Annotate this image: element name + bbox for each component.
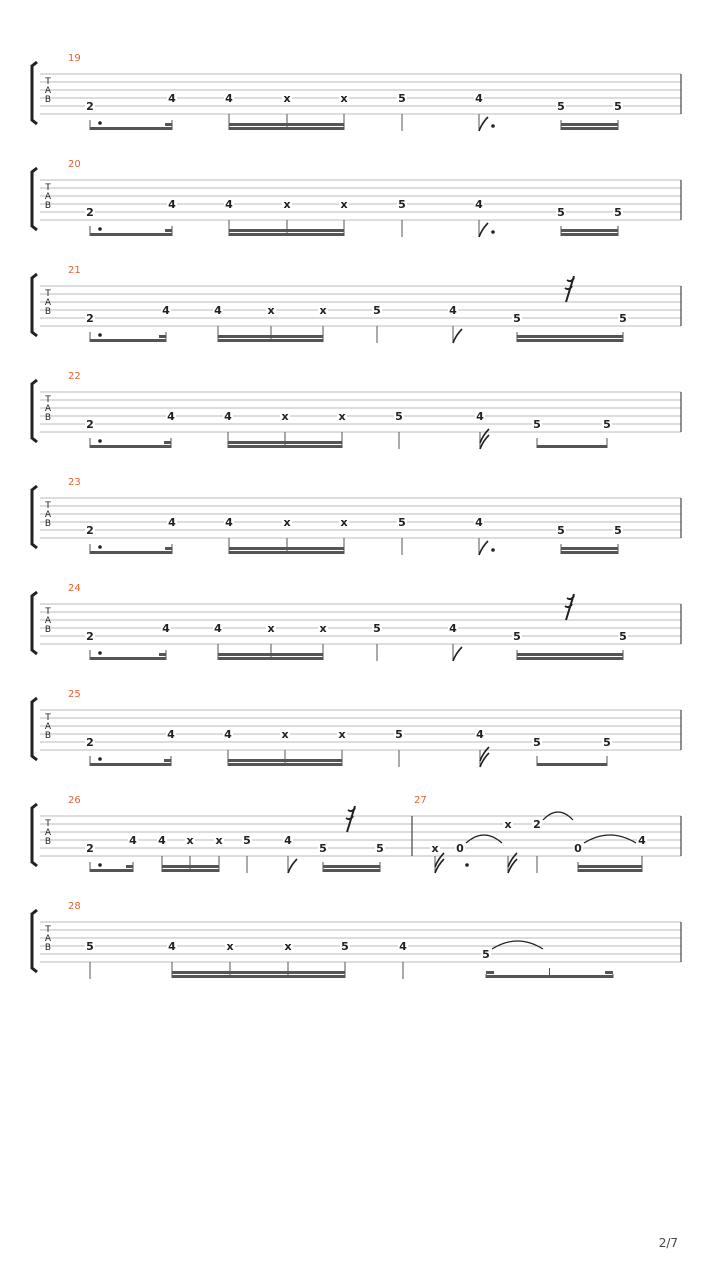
tab-system (32, 901, 681, 979)
beam-hook (486, 971, 494, 974)
fret-number: 5 (243, 834, 251, 847)
tab-system (32, 795, 681, 873)
rhythm-dot (98, 545, 102, 549)
rhythm-dot (98, 757, 102, 761)
tab-clef-letter: T (45, 183, 51, 193)
tab-system (32, 477, 681, 555)
fret-number: 4 (162, 622, 170, 635)
tab-clef-letter: A (44, 510, 52, 520)
beam-hook (126, 865, 133, 868)
fret-number: 4 (638, 834, 646, 847)
tab-clef-letter: T (45, 819, 51, 829)
fret-number: x (284, 940, 292, 953)
beam (561, 547, 618, 550)
tab-clef-letter: T (45, 607, 51, 617)
beam (561, 229, 618, 232)
beam-hook (165, 123, 172, 126)
fret-number: 5 (557, 206, 565, 219)
fret-number: x (267, 622, 275, 635)
measure-number: 22 (68, 371, 81, 382)
beam (162, 869, 219, 872)
tab-clef-letter: B (44, 201, 52, 211)
tab-clef-letter: T (45, 925, 51, 935)
tab-clef-letter: B (44, 413, 52, 423)
fret-number: 4 (475, 516, 483, 529)
fret-number: 5 (86, 940, 94, 953)
fret-number: x (215, 834, 223, 847)
note-flag (435, 859, 444, 873)
fret-number: 5 (373, 304, 381, 317)
rhythm-dot (98, 439, 102, 443)
fret-number: x (281, 410, 289, 423)
beam (90, 233, 172, 236)
note-flag (479, 223, 488, 237)
tab-clef-letter: A (44, 298, 52, 308)
rhythm-dot (98, 121, 102, 125)
fret-number: 4 (167, 728, 175, 741)
beam (218, 657, 323, 660)
fret-number: 5 (533, 418, 541, 431)
system-bracket (32, 592, 37, 654)
fret-number: 5 (557, 100, 565, 113)
tab-system (32, 159, 681, 237)
beam (90, 869, 133, 872)
system-bracket (32, 486, 37, 548)
tab-system (32, 265, 681, 343)
fret-number: 5 (398, 92, 406, 105)
measure-number: 20 (68, 159, 81, 170)
beam (172, 975, 345, 978)
fret-number: x (338, 410, 346, 423)
beam (229, 127, 344, 130)
fret-number: 4 (168, 516, 176, 529)
beam (561, 233, 618, 236)
note-flag (480, 753, 489, 767)
note-flag (508, 859, 517, 873)
fret-number: 5 (619, 630, 627, 643)
measure-number: 19 (68, 53, 81, 64)
fret-number: x (431, 842, 439, 855)
tab-clef-letter: B (44, 943, 52, 953)
rhythm-dot (98, 863, 102, 867)
fret-number: 5 (614, 206, 622, 219)
fret-number: 5 (513, 312, 521, 325)
fret-number: x (340, 92, 348, 105)
fret-number: 2 (86, 842, 94, 855)
tab-clef-letter: A (44, 404, 52, 414)
tab-clef-letter: A (44, 616, 52, 626)
fret-number: x (340, 198, 348, 211)
beam-hook (164, 441, 171, 444)
beam (90, 551, 172, 554)
measure-number: 28 (68, 901, 81, 912)
fret-number: 5 (341, 940, 349, 953)
system-bracket (32, 804, 37, 866)
system-bracket (32, 910, 37, 972)
tab-clef-letter: T (45, 713, 51, 723)
note-flag (453, 329, 462, 343)
note-flag (288, 859, 297, 873)
measure-number: 26 (68, 795, 81, 806)
tab-clef-letter: A (44, 934, 52, 944)
fret-number: 5 (619, 312, 627, 325)
sixteenth-rest (565, 594, 574, 620)
tab-clef-letter: A (44, 86, 52, 96)
fret-number: 5 (533, 736, 541, 749)
fret-number: 5 (482, 948, 490, 961)
fret-number: x (319, 304, 327, 317)
measure-number: 21 (68, 265, 81, 276)
fret-number: x (186, 834, 194, 847)
beam-hook (605, 971, 613, 974)
fret-number: 5 (603, 418, 611, 431)
fret-number: 4 (399, 940, 407, 953)
beam-hook (164, 759, 171, 762)
rhythm-dot (491, 230, 495, 234)
fret-number: x (504, 818, 512, 831)
system-bracket (32, 62, 37, 124)
tab-system (32, 53, 681, 131)
fret-number: 4 (476, 410, 484, 423)
beam-hook (159, 335, 166, 338)
fret-number: 5 (557, 524, 565, 537)
fret-number: 4 (449, 304, 457, 317)
fret-number: 4 (214, 622, 222, 635)
rhythm-dot (98, 227, 102, 231)
fret-number: 2 (86, 630, 94, 643)
fret-number: x (283, 92, 291, 105)
note-flag (480, 435, 489, 449)
beam (90, 763, 171, 766)
rhythm-dot (491, 124, 495, 128)
beam (90, 445, 171, 448)
tie (584, 835, 636, 843)
tab-system (32, 371, 681, 449)
fret-number: 5 (614, 100, 622, 113)
tab-clef-letter: B (44, 731, 52, 741)
fret-number: x (319, 622, 327, 635)
beam-hook (165, 229, 172, 232)
beam (578, 869, 642, 872)
fret-number: 5 (513, 630, 521, 643)
fret-number: 4 (225, 198, 233, 211)
beam-hook (165, 547, 172, 550)
beam (228, 441, 342, 444)
tab-clef-letter: T (45, 395, 51, 405)
tab-clef-letter: B (44, 837, 52, 847)
system-bracket (32, 168, 37, 230)
fret-number: 4 (168, 92, 176, 105)
beam (218, 335, 323, 338)
measure-number: 24 (68, 583, 81, 594)
beam (90, 339, 166, 342)
fret-number: 4 (214, 304, 222, 317)
beam (323, 869, 380, 872)
fret-number: 0 (574, 842, 582, 855)
beam (578, 865, 642, 868)
tab-clef-letter: B (44, 307, 52, 317)
beam (517, 335, 623, 338)
fret-number: 4 (225, 92, 233, 105)
tab-clef-letter: A (44, 192, 52, 202)
fret-number: 4 (284, 834, 292, 847)
fret-number: 5 (395, 728, 403, 741)
beam (228, 445, 342, 448)
fret-number: x (281, 728, 289, 741)
tab-system (32, 689, 681, 767)
fret-number: 4 (168, 940, 176, 953)
fret-number: x (267, 304, 275, 317)
fret-number: 2 (86, 418, 94, 431)
fret-number: 4 (225, 516, 233, 529)
tab-clef-letter: T (45, 289, 51, 299)
fret-number: 4 (162, 304, 170, 317)
tab-clef-letter: T (45, 77, 51, 87)
beam-hook (159, 653, 166, 656)
tab-clef-letter: B (44, 519, 52, 529)
fret-number: 2 (86, 100, 94, 113)
fret-number: 4 (224, 410, 232, 423)
tie (492, 941, 543, 949)
beam (561, 123, 618, 126)
tab-clef-letter: B (44, 95, 52, 105)
beam (323, 865, 380, 868)
fret-number: x (338, 728, 346, 741)
measure-number: 27 (414, 795, 427, 806)
fret-number: 4 (168, 198, 176, 211)
fret-number: 5 (319, 842, 327, 855)
fret-number: 4 (129, 834, 137, 847)
system-bracket (32, 698, 37, 760)
fret-number: 2 (86, 524, 94, 537)
measure-number: 23 (68, 477, 81, 488)
fret-number: 5 (398, 516, 406, 529)
fret-number: 5 (614, 524, 622, 537)
tab-clef-letter: A (44, 722, 52, 732)
fret-number: 2 (86, 736, 94, 749)
measure-number: 25 (68, 689, 81, 700)
note-flag (479, 541, 488, 555)
fret-number: x (283, 516, 291, 529)
fret-number: 4 (158, 834, 166, 847)
fret-number: 4 (476, 728, 484, 741)
beam (517, 657, 623, 660)
rhythm-dot (465, 863, 469, 867)
rhythm-dot (491, 548, 495, 552)
beam (218, 653, 323, 656)
beam (561, 551, 618, 554)
beam (229, 551, 344, 554)
fret-number: x (283, 198, 291, 211)
beam (229, 123, 344, 126)
tab-clef-letter: T (45, 501, 51, 511)
fret-number: 2 (533, 818, 541, 831)
tab-clef-letter: B (44, 625, 52, 635)
sixteenth-rest (565, 276, 574, 302)
beam (229, 547, 344, 550)
beam (172, 971, 345, 974)
beam (228, 763, 342, 766)
rhythm-dot (98, 651, 102, 655)
note-flag (453, 647, 462, 661)
beam (229, 233, 344, 236)
beam (537, 445, 607, 448)
fret-number: 4 (449, 622, 457, 635)
system-bracket (32, 274, 37, 336)
fret-number: x (226, 940, 234, 953)
fret-number: 5 (603, 736, 611, 749)
beam (517, 339, 623, 342)
system-bracket (32, 380, 37, 442)
fret-number: 4 (167, 410, 175, 423)
beam (537, 763, 607, 766)
fret-number: 4 (475, 92, 483, 105)
fret-number: 4 (475, 198, 483, 211)
rhythm-dot (98, 333, 102, 337)
beam (561, 127, 618, 130)
beam (90, 127, 172, 130)
fret-number: x (340, 516, 348, 529)
beam (162, 865, 219, 868)
note-flag (479, 117, 488, 131)
fret-number: 4 (224, 728, 232, 741)
fret-number: 5 (398, 198, 406, 211)
fret-number: 2 (86, 206, 94, 219)
tab-system (32, 583, 681, 661)
beam (229, 229, 344, 232)
fret-number: 0 (456, 842, 464, 855)
tab-clef-letter: A (44, 828, 52, 838)
beam (517, 653, 623, 656)
beam (218, 339, 323, 342)
sixteenth-rest (346, 806, 355, 832)
fret-number: 5 (376, 842, 384, 855)
fret-number: 5 (373, 622, 381, 635)
fret-number: 5 (395, 410, 403, 423)
tie (466, 835, 502, 843)
beam (90, 657, 166, 660)
fret-number: 2 (86, 312, 94, 325)
page-number: 2/7 (658, 1236, 678, 1250)
beam (228, 759, 342, 762)
